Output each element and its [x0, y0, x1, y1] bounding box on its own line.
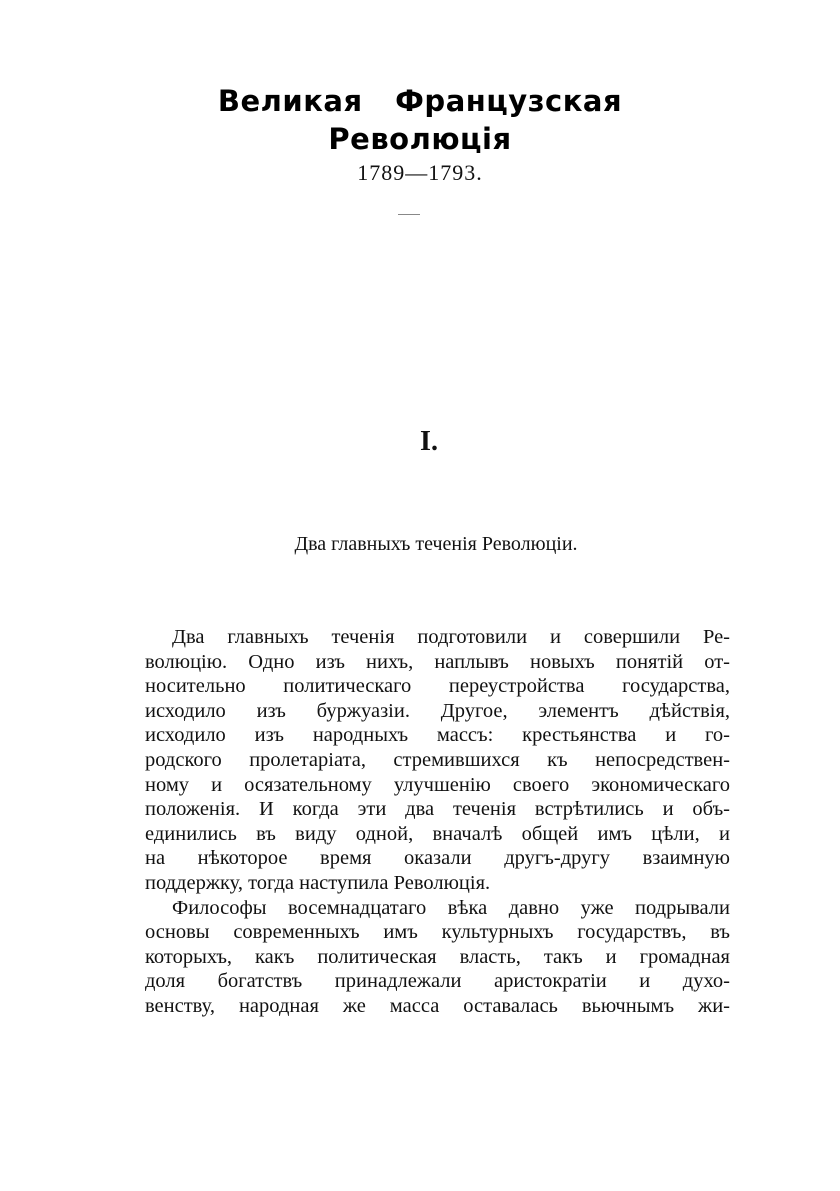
body-text	[145, 625, 730, 1019]
paragraph	[145, 625, 730, 896]
text-line: родского пролетаріата, стремившихся къ непосредствен-	[145, 748, 730, 771]
text-line: исходило изъ народныхъ массъ: крестьянства и го-	[145, 724, 730, 747]
text-line: носительно политическаго переустройства государства,	[145, 675, 730, 698]
title-divider	[398, 214, 420, 215]
text-line: которыхъ, какъ политическая власть, такъ и громадная	[145, 945, 730, 968]
chapter-heading: Два главныхъ теченія Революціи.	[294, 533, 578, 555]
text-line: венству, народная же масса оставалась вьючнымъ жи-	[145, 994, 730, 1017]
chapter-number: I.	[420, 426, 438, 457]
text-line: Философы восемнадцатаго вѣка давно уже подрывали	[172, 896, 730, 919]
paragraph	[145, 896, 730, 1019]
text-line: исходило изъ буржуазіи. Другое, элементъ дѣйствія,	[145, 699, 730, 722]
text-line: на нѣкоторое время оказали другъ-другу взаимную	[145, 847, 730, 870]
book-dates: 1789—1793.	[357, 160, 483, 185]
text-line: поддержку, тогда наступила Революція.	[145, 871, 491, 894]
book-title-line-1: Великая Французская	[217, 84, 623, 118]
text-line: основы современныхъ имъ культурныхъ государствъ, въ	[145, 921, 730, 944]
text-line: единились въ виду одной, вначалѣ общей имъ цѣли, и	[145, 822, 730, 845]
text-line: доля богатствъ принадлежали аристократіи и духо-	[145, 970, 730, 993]
book-title-line-2: Революція	[328, 122, 512, 156]
text-line: Два главныхъ теченія подготовили и совершили Ре-	[172, 626, 730, 648]
text-line: волюцію. Одно изъ нихъ, наплывъ новыхъ понятій от-	[145, 650, 730, 673]
text-line: ному и осязательному улучшенію своего экономическаго	[145, 773, 730, 796]
text-line: положенія. И когда эти два теченія встрѣтились и объ-	[145, 798, 730, 821]
